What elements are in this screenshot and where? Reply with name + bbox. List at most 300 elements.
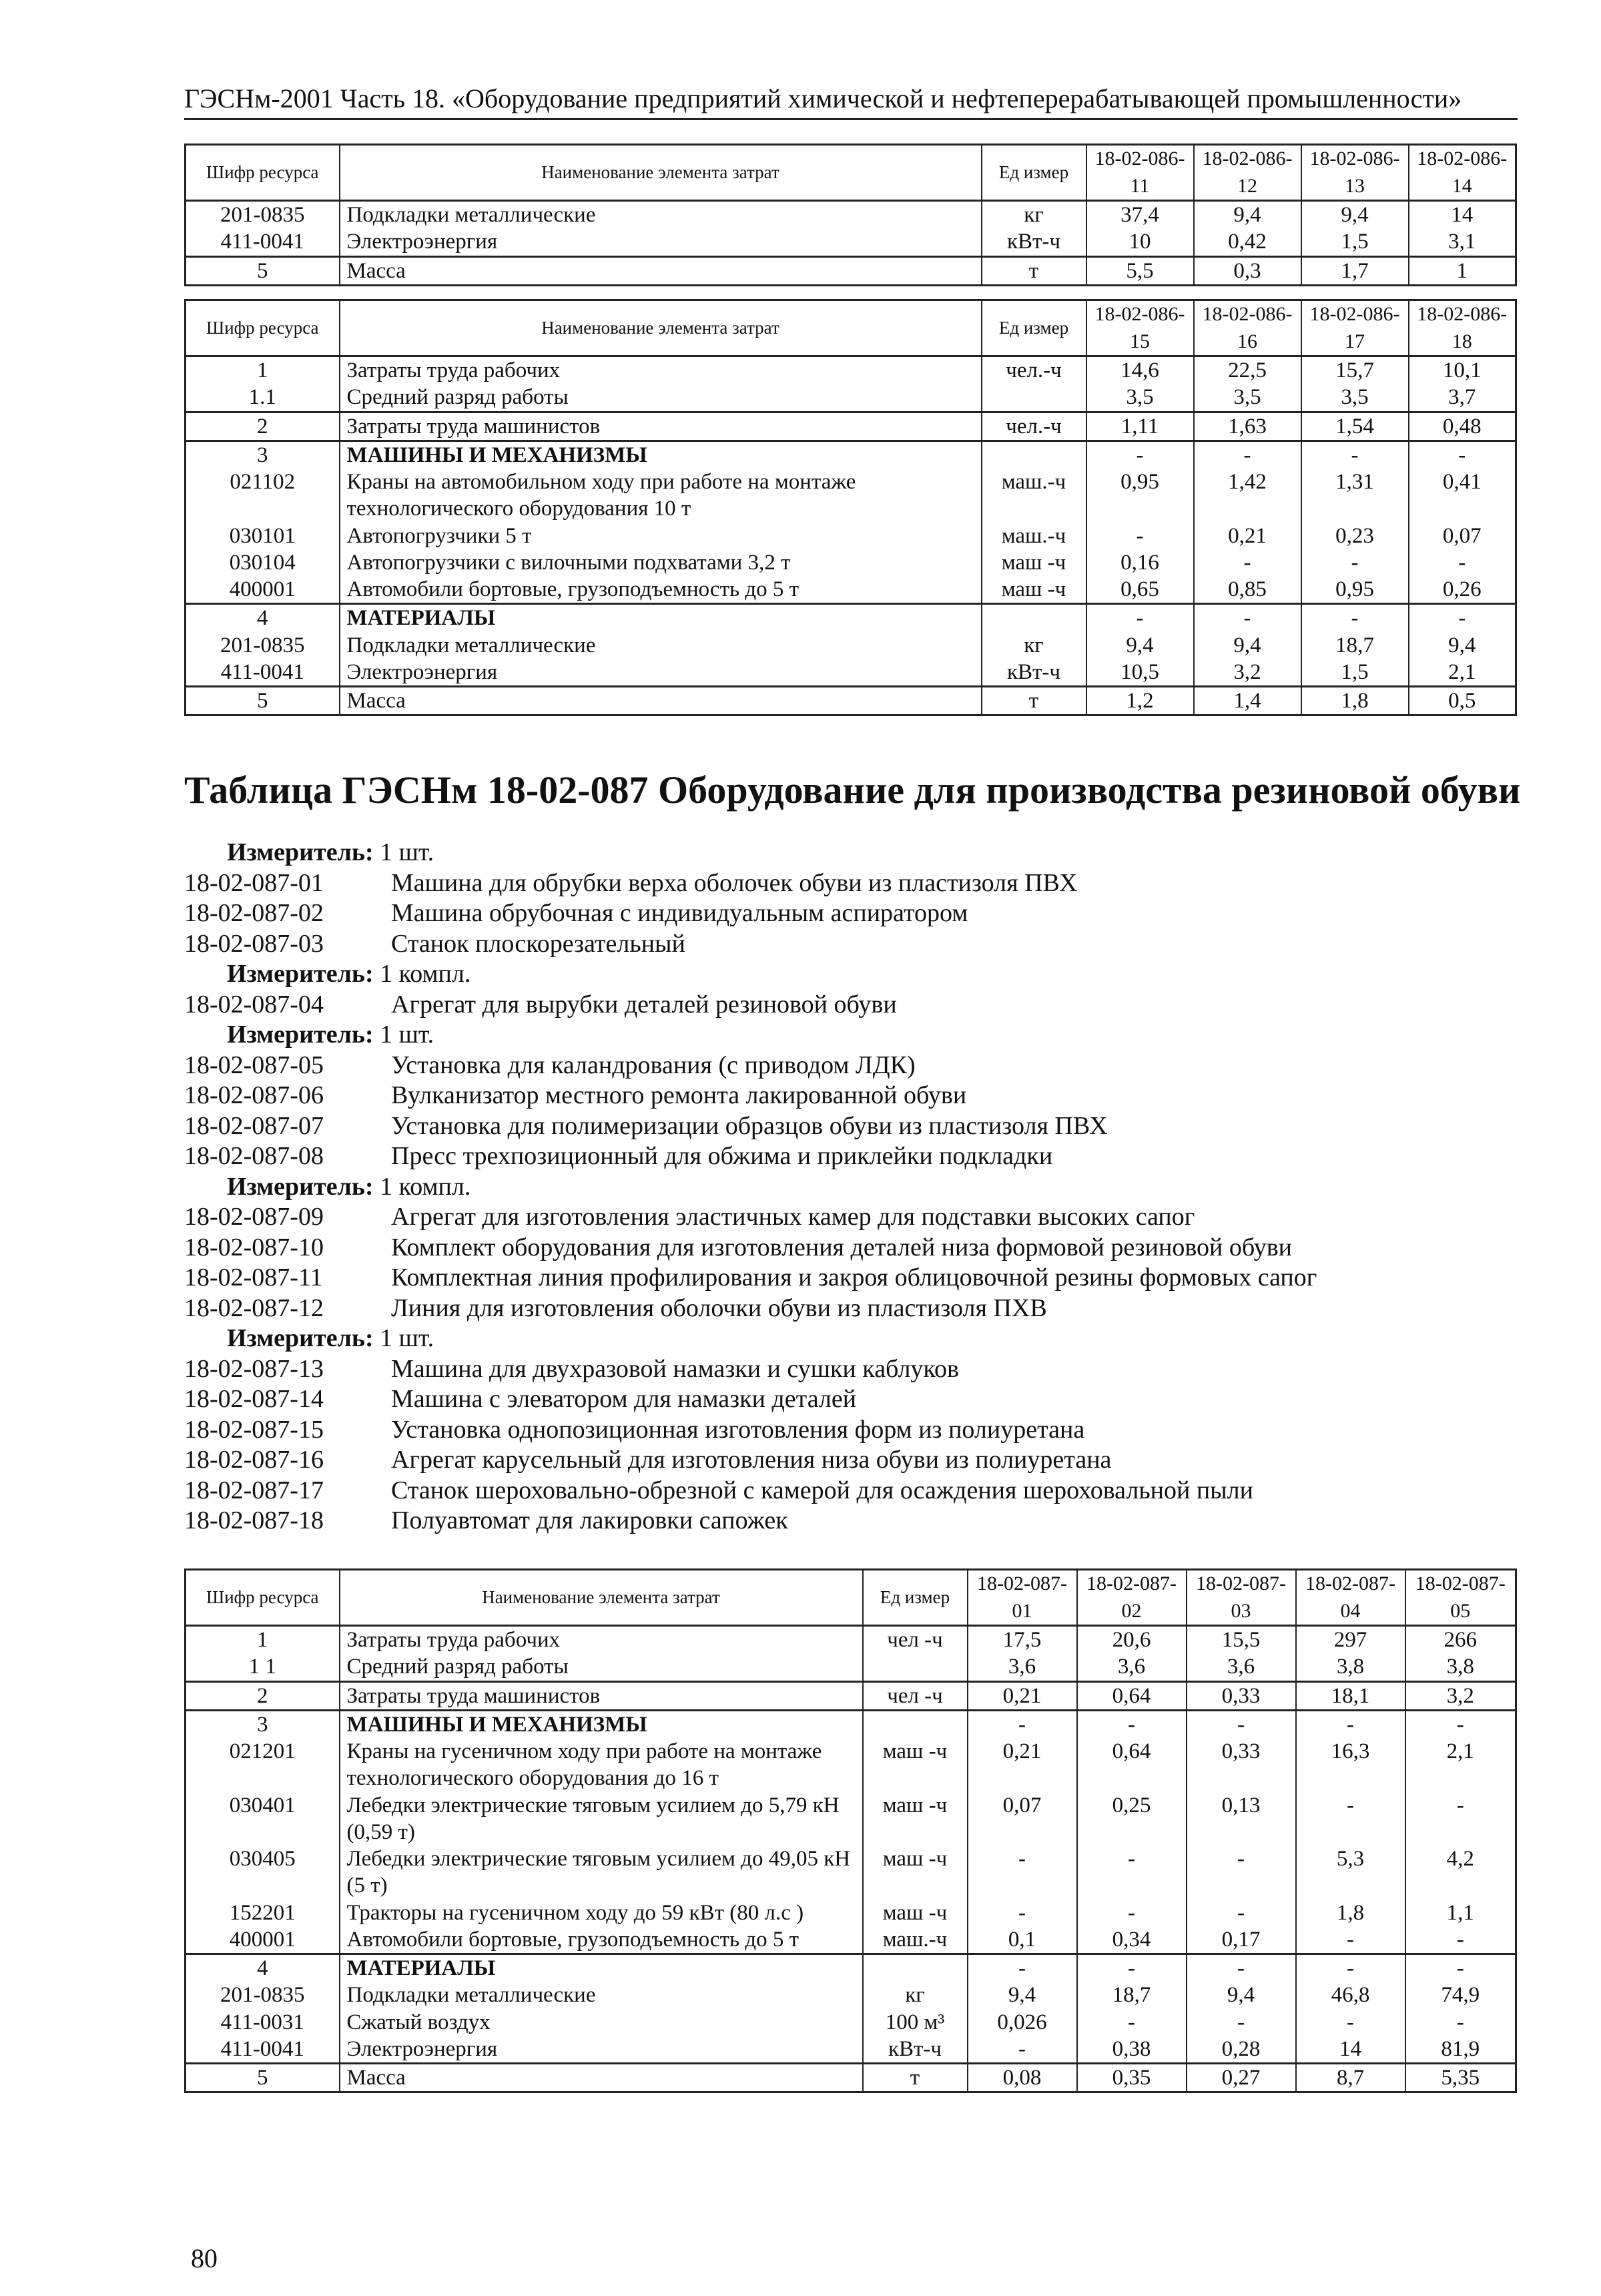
cell-value: 9,4	[1194, 201, 1301, 229]
cell-name: Лебедки электрические тяговым усилием до 49,05 кН (5 т)	[340, 1845, 863, 1900]
cell-unit: кг	[982, 632, 1086, 659]
cell-value: 3,6	[1077, 1653, 1187, 1681]
cell-value: 0,34	[1077, 1926, 1187, 1954]
cell-unit: кВт-ч	[863, 2036, 968, 2064]
cell-unit	[863, 1710, 968, 1738]
cell-code: 4	[186, 1954, 340, 1982]
header-code: Шифр ресурса	[186, 300, 340, 356]
cell-unit: маш.-ч	[982, 469, 1086, 523]
table-row	[186, 2064, 1516, 2092]
cell-name: Масса	[340, 256, 982, 285]
table-row	[186, 1845, 1516, 1900]
cell-value: -	[968, 2036, 1077, 2064]
item-line	[184, 1051, 1452, 1081]
header-column: 18-02-086-18	[1409, 300, 1516, 356]
cell-value: 3,5	[1194, 384, 1301, 412]
cell-name: Электроэнергия	[340, 2036, 863, 2064]
cell-value: -	[1405, 1792, 1516, 1846]
resource-table-086-11-14	[184, 144, 1517, 286]
cell-value: 0,17	[1187, 1926, 1296, 1954]
table-row	[186, 1710, 1516, 1738]
cell-unit: т	[982, 687, 1086, 715]
table-row	[186, 256, 1516, 285]
item-line	[184, 929, 1452, 960]
cell-value: -	[1405, 1926, 1516, 1954]
cell-value: 15,7	[1301, 356, 1409, 384]
table-row	[186, 1738, 1516, 1792]
table-row	[186, 659, 1516, 687]
cell-value: 18,7	[1077, 1982, 1187, 2008]
header-column: 18-02-086-14	[1409, 145, 1516, 201]
cell-value: -	[1187, 1845, 1296, 1900]
cell-unit: маш -ч	[982, 549, 1086, 576]
cell-value: 3,2	[1405, 1681, 1516, 1710]
cell-name: Подкладки металлические	[340, 632, 982, 659]
table-row	[186, 356, 1516, 384]
table-row	[186, 576, 1516, 604]
item-code: 18-02-087-13	[184, 1354, 324, 1383]
cell-value: 3,7	[1409, 384, 1516, 412]
cell-value: -	[1296, 1792, 1405, 1846]
cell-value: 0,28	[1187, 2036, 1296, 2064]
cell-value: 0,13	[1187, 1792, 1296, 1846]
cell-value: 15,5	[1187, 1626, 1296, 1654]
cell-value: 0,85	[1194, 576, 1301, 604]
cell-value: 10,1	[1409, 356, 1516, 384]
header-column: 18-02-087-04	[1296, 1570, 1405, 1626]
cell-code: 030401	[186, 1792, 340, 1846]
cell-value: 0,25	[1077, 1792, 1187, 1846]
cell-code: 2	[186, 412, 340, 441]
cell-value: 0,3	[1194, 256, 1301, 285]
item-line	[184, 1081, 1452, 1111]
cell-value: 3,8	[1405, 1653, 1516, 1681]
cell-unit	[863, 1653, 968, 1681]
header-unit: Ед измер	[863, 1570, 968, 1626]
item-code: 18-02-087-18	[184, 1506, 324, 1534]
item-code: 18-02-087-11	[184, 1263, 323, 1292]
cell-value: 0,21	[968, 1681, 1077, 1710]
header-unit: Ед измер	[982, 300, 1086, 356]
cell-value: -	[1296, 1926, 1405, 1954]
cell-name: Сжатый воздух	[340, 2009, 863, 2036]
cell-value: 0,27	[1187, 2064, 1296, 2092]
header-column: 18-02-087-05	[1405, 1570, 1516, 1626]
table-row	[186, 1926, 1516, 1954]
cell-value: 3,6	[968, 1653, 1077, 1681]
cell-value: 10,5	[1086, 659, 1194, 687]
cell-value: 16,3	[1296, 1738, 1405, 1792]
cell-value: 0,64	[1077, 1738, 1187, 1792]
header-column: 18-02-086-15	[1086, 300, 1194, 356]
item-code: 18-02-087-16	[184, 1446, 324, 1474]
cell-code: 3	[186, 1710, 340, 1738]
item-text: Полуавтомат для лакировки сапожек	[391, 1506, 788, 1534]
cell-value: 14,6	[1086, 356, 1194, 384]
resource-table-086-15-18	[184, 299, 1517, 716]
cell-unit	[982, 384, 1086, 412]
cell-name: МАТЕРИАЛЫ	[340, 1954, 863, 1982]
measure-value: 1 шт.	[380, 1021, 434, 1049]
item-line	[184, 990, 1452, 1021]
cell-value: 0,95	[1086, 469, 1194, 523]
cell-value: 9,4	[1187, 1982, 1296, 2008]
cell-value: -	[1086, 523, 1194, 549]
cell-name: Электроэнергия	[340, 659, 982, 687]
measure-label: Измеритель:	[227, 838, 374, 866]
cell-value: -	[1077, 1954, 1187, 1982]
cell-value: 0,5	[1409, 687, 1516, 715]
cell-value: 4,2	[1405, 1845, 1516, 1900]
table-title: Таблица ГЭСНм 18-02-087 Оборудование для производства резиновой обуви	[184, 768, 1521, 812]
cell-value: 1,54	[1301, 412, 1409, 441]
cell-value: -	[968, 1710, 1077, 1738]
item-line	[184, 1233, 1452, 1263]
item-text: Комплект оборудования для изготовления деталей низа формовой резиновой обуви	[391, 1233, 1293, 1261]
item-code: 18-02-087-12	[184, 1294, 324, 1322]
cell-unit: маш -ч	[863, 1845, 968, 1900]
item-text: Станок шероховально-обрезной с камерой для осаждения шероховальной пыли	[391, 1476, 1253, 1504]
cell-code: 411-0041	[186, 228, 340, 256]
cell-value: 46,8	[1296, 1982, 1405, 2008]
cell-name: Подкладки металлические	[340, 1982, 863, 2008]
cell-value: 1,42	[1194, 469, 1301, 523]
item-line	[184, 1294, 1452, 1324]
item-line	[184, 1202, 1452, 1233]
measure-label: Измеритель:	[227, 1172, 374, 1201]
cell-unit: кВт-ч	[982, 228, 1086, 256]
cell-code: 3	[186, 441, 340, 469]
page-header: ГЭСНм-2001 Часть 18. «Оборудование предприятий химической и нефтеперерабатывающей промышленности»	[184, 83, 1518, 120]
table-row	[186, 2009, 1516, 2036]
cell-code: 411-0041	[186, 2036, 340, 2064]
item-text: Линия для изготовления оболочки обуви из пластизоля ПХВ	[391, 1294, 1047, 1322]
measure-unit-line	[184, 838, 1452, 868]
cell-name: Электроэнергия	[340, 228, 982, 256]
cell-value: 9,4	[1301, 201, 1409, 229]
item-line	[184, 1445, 1452, 1476]
item-text: Агрегат для изготовления эластичных камер для подставки высоких сапог	[391, 1203, 1195, 1231]
cell-unit	[982, 441, 1086, 469]
table-row	[186, 2036, 1516, 2064]
cell-code: 030104	[186, 549, 340, 576]
header-column: 18-02-086-12	[1194, 145, 1301, 201]
cell-value: -	[1409, 549, 1516, 576]
cell-unit: т	[863, 2064, 968, 2092]
cell-value: -	[1077, 2009, 1187, 2036]
cell-unit: маш -ч	[863, 1900, 968, 1926]
page-number: 80	[191, 2243, 218, 2273]
cell-value: 297	[1296, 1626, 1405, 1654]
cell-value: 3,8	[1296, 1653, 1405, 1681]
cell-unit: чел.-ч	[982, 412, 1086, 441]
cell-unit: чел -ч	[863, 1626, 968, 1654]
table-row	[186, 523, 1516, 549]
cell-value: 0,33	[1187, 1681, 1296, 1710]
item-text: Комплектная линия профилирования и закроя облицовочной резины формовых сапог	[391, 1263, 1317, 1292]
item-code: 18-02-087-14	[184, 1385, 324, 1413]
item-text: Вулканизатор местного ремонта лакированной обуви	[391, 1081, 967, 1109]
cell-value: 0,1	[968, 1926, 1077, 1954]
measure-unit-line	[184, 1172, 1452, 1203]
cell-value: 1,7	[1301, 256, 1409, 285]
cell-value: 5,3	[1296, 1845, 1405, 1900]
cell-value: -	[1405, 1954, 1516, 1982]
cell-name: Автопогрузчики 5 т	[340, 523, 982, 549]
item-text: Агрегат карусельный для изготовления низа обуви из полиуретана	[391, 1446, 1112, 1474]
cell-code: 5	[186, 2064, 340, 2092]
item-line	[184, 898, 1452, 929]
item-code: 18-02-087-03	[184, 929, 324, 958]
measure-label: Измеритель:	[227, 1324, 374, 1352]
header-column: 18-02-087-03	[1187, 1570, 1296, 1626]
cell-value: 0,21	[968, 1738, 1077, 1792]
header-column: 18-02-086-11	[1086, 145, 1194, 201]
item-text: Пресс трехпозиционный для обжима и приклейки подкладки	[391, 1142, 1053, 1170]
table-row	[186, 604, 1516, 632]
cell-value: -	[1301, 549, 1409, 576]
item-line	[184, 1476, 1452, 1506]
item-code: 18-02-087-10	[184, 1233, 324, 1261]
resource-table-087-01-05	[184, 1568, 1517, 2093]
header-column: 18-02-086-17	[1301, 300, 1409, 356]
measure-label: Измеритель:	[227, 960, 374, 988]
measure-unit-line	[184, 1324, 1452, 1354]
cell-value: -	[1301, 604, 1409, 632]
cell-value: -	[1409, 604, 1516, 632]
cell-code: 1	[186, 356, 340, 384]
cell-name: Средний разряд работы	[340, 1653, 863, 1681]
cell-value: 1	[1409, 256, 1516, 285]
cell-value: -	[1187, 2009, 1296, 2036]
cell-name: Масса	[340, 687, 982, 715]
cell-name: Масса	[340, 2064, 863, 2092]
cell-name: Затраты труда рабочих	[340, 1626, 863, 1654]
table-row	[186, 441, 1516, 469]
cell-value: 8,7	[1296, 2064, 1405, 2092]
cell-value: -	[1077, 1845, 1187, 1900]
cell-name: МАШИНЫ И МЕХАНИЗМЫ	[340, 1710, 863, 1738]
item-code: 18-02-087-02	[184, 899, 324, 927]
header-name: Наименование элемента затрат	[340, 145, 982, 201]
item-line	[184, 1384, 1452, 1415]
cell-value: -	[1086, 604, 1194, 632]
table-row	[186, 1900, 1516, 1926]
item-code: 18-02-087-17	[184, 1476, 324, 1504]
measurement-list	[184, 838, 1452, 1536]
cell-value: 0,64	[1077, 1681, 1187, 1710]
header-column: 18-02-087-01	[968, 1570, 1077, 1626]
cell-value: -	[1187, 1710, 1296, 1738]
cell-name: Тракторы на гусеничном ходу до 59 кВт (80 л.с )	[340, 1900, 863, 1926]
item-line	[184, 1141, 1452, 1172]
measure-value: 1 компл.	[380, 1172, 471, 1201]
cell-value: 14	[1296, 2036, 1405, 2064]
header-code: Шифр ресурса	[186, 1570, 340, 1626]
cell-value: 0,33	[1187, 1738, 1296, 1792]
cell-code: 4	[186, 604, 340, 632]
cell-value: -	[1409, 441, 1516, 469]
item-line	[184, 1415, 1452, 1446]
item-text: Установка для каландрования (с приводом ЛДК)	[391, 1051, 916, 1079]
item-line	[184, 1263, 1452, 1294]
cell-value: 9,4	[1086, 632, 1194, 659]
cell-value: 3,5	[1301, 384, 1409, 412]
cell-unit: кг	[982, 201, 1086, 229]
item-code: 18-02-087-06	[184, 1081, 324, 1109]
cell-value: 0,38	[1077, 2036, 1187, 2064]
cell-value: 9,4	[968, 1982, 1077, 2008]
cell-name: Затраты труда машинистов	[340, 1681, 863, 1710]
cell-value: 81,9	[1405, 2036, 1516, 2064]
cell-value: -	[1296, 2009, 1405, 2036]
item-text: Машина для двухразовой намазки и сушки каблуков	[391, 1354, 959, 1383]
item-code: 18-02-087-09	[184, 1203, 324, 1231]
table-row	[186, 201, 1516, 229]
table-row	[186, 632, 1516, 659]
cell-unit: чел.-ч	[982, 356, 1086, 384]
cell-value: -	[968, 1845, 1077, 1900]
cell-code: 201-0835	[186, 1982, 340, 2008]
cell-code: 1.1	[186, 384, 340, 412]
cell-code: 400001	[186, 1926, 340, 1954]
header-unit: Ед измер	[982, 145, 1086, 201]
table-row	[186, 1954, 1516, 1982]
item-text: Установка для полимеризации образцов обуви из пластизоля ПВХ	[391, 1111, 1108, 1140]
cell-code: 5	[186, 256, 340, 285]
cell-value: 18,7	[1301, 632, 1409, 659]
cell-value: 1,31	[1301, 469, 1409, 523]
cell-name: Автомобили бортовые, грузоподъемность до 5 т	[340, 1926, 863, 1954]
cell-value: 3,6	[1187, 1653, 1296, 1681]
cell-value: 1,5	[1301, 228, 1409, 256]
item-text: Машина для обрубки верха оболочек обуви из пластизоля ПВХ	[391, 868, 1078, 897]
header-code: Шифр ресурса	[186, 145, 340, 201]
cell-unit: кг	[863, 1982, 968, 2008]
cell-code: 021201	[186, 1738, 340, 1792]
cell-value: 10	[1086, 228, 1194, 256]
cell-value: 0,48	[1409, 412, 1516, 441]
item-line	[184, 1111, 1452, 1142]
cell-value: 74,9	[1405, 1982, 1516, 2008]
cell-code: 152201	[186, 1900, 340, 1926]
cell-value: 0,026	[968, 2009, 1077, 2036]
cell-code: 201-0835	[186, 201, 340, 229]
cell-code: 1	[186, 1626, 340, 1654]
cell-name: Автопогрузчики с вилочными подхватами 3,2 т	[340, 549, 982, 576]
cell-value: -	[1405, 2009, 1516, 2036]
table-row	[186, 469, 1516, 523]
header-name: Наименование элемента затрат	[340, 1570, 863, 1626]
cell-value: -	[1405, 1710, 1516, 1738]
cell-value: 0,95	[1301, 576, 1409, 604]
table-row	[186, 412, 1516, 441]
cell-value: 9,4	[1194, 632, 1301, 659]
measure-value: 1 шт.	[380, 838, 434, 866]
cell-name: Краны на автомобильном ходу при работе на монтаже технологического оборудования 10 т	[340, 469, 982, 523]
cell-value: 37,4	[1086, 201, 1194, 229]
table-row	[186, 687, 1516, 715]
table-row	[186, 384, 1516, 412]
cell-unit: маш -ч	[982, 576, 1086, 604]
cell-unit: маш -ч	[863, 1792, 968, 1846]
header-column: 18-02-087-02	[1077, 1570, 1187, 1626]
cell-value: 18,1	[1296, 1681, 1405, 1710]
cell-unit	[982, 604, 1086, 632]
cell-value: 1,2	[1086, 687, 1194, 715]
cell-value: 3,5	[1086, 384, 1194, 412]
cell-code: 5	[186, 687, 340, 715]
table-row	[186, 1681, 1516, 1710]
item-code: 18-02-087-07	[184, 1111, 324, 1140]
cell-value: -	[1086, 441, 1194, 469]
table-row	[186, 228, 1516, 256]
cell-name: Подкладки металлические	[340, 201, 982, 229]
item-line	[184, 1354, 1452, 1385]
cell-value: 1,11	[1086, 412, 1194, 441]
cell-unit	[863, 1954, 968, 1982]
cell-unit: маш.-ч	[982, 523, 1086, 549]
item-line	[184, 1506, 1452, 1536]
cell-value: 3,1	[1409, 228, 1516, 256]
cell-code: 021102	[186, 469, 340, 523]
cell-value: -	[1194, 441, 1301, 469]
cell-value: 3,2	[1194, 659, 1301, 687]
cell-value: -	[968, 1900, 1077, 1926]
cell-code: 411-0031	[186, 2009, 340, 2036]
cell-value: -	[1296, 1954, 1405, 1982]
cell-value: 2,1	[1405, 1738, 1516, 1792]
cell-unit: 100 м³	[863, 2009, 968, 2036]
header-column: 18-02-086-16	[1194, 300, 1301, 356]
cell-value: 0,21	[1194, 523, 1301, 549]
item-code: 18-02-087-04	[184, 990, 324, 1019]
cell-value: 0,26	[1409, 576, 1516, 604]
cell-value: 0,65	[1086, 576, 1194, 604]
cell-value: 1,5	[1301, 659, 1409, 687]
cell-unit: чел -ч	[863, 1681, 968, 1710]
table-row	[186, 1792, 1516, 1846]
cell-value: 1,63	[1194, 412, 1301, 441]
cell-value: 17,5	[968, 1626, 1077, 1654]
cell-value: 2,1	[1409, 659, 1516, 687]
cell-value: 0,07	[1409, 523, 1516, 549]
cell-name: Затраты труда машинистов	[340, 412, 982, 441]
cell-unit: кВт-ч	[982, 659, 1086, 687]
cell-value: 20,6	[1077, 1626, 1187, 1654]
item-text: Станок плоскорезательный	[391, 929, 685, 958]
cell-value: 0,23	[1301, 523, 1409, 549]
cell-value: -	[1187, 1954, 1296, 1982]
cell-code: 030101	[186, 523, 340, 549]
cell-value: 0,07	[968, 1792, 1077, 1846]
cell-value: 1,1	[1405, 1900, 1516, 1926]
cell-value: 0,41	[1409, 469, 1516, 523]
cell-value: -	[1194, 549, 1301, 576]
cell-value: 1,4	[1194, 687, 1301, 715]
cell-code: 201-0835	[186, 632, 340, 659]
cell-value: -	[1301, 441, 1409, 469]
measure-unit-line	[184, 959, 1452, 990]
table-row	[186, 1653, 1516, 1681]
measure-label: Измеритель:	[227, 1021, 374, 1049]
cell-value: -	[1077, 1710, 1187, 1738]
cell-value: 5,5	[1086, 256, 1194, 285]
item-code: 18-02-087-15	[184, 1415, 324, 1444]
cell-name: МАШИНЫ И МЕХАНИЗМЫ	[340, 441, 982, 469]
cell-value: -	[1194, 604, 1301, 632]
cell-value: 0,16	[1086, 549, 1194, 576]
